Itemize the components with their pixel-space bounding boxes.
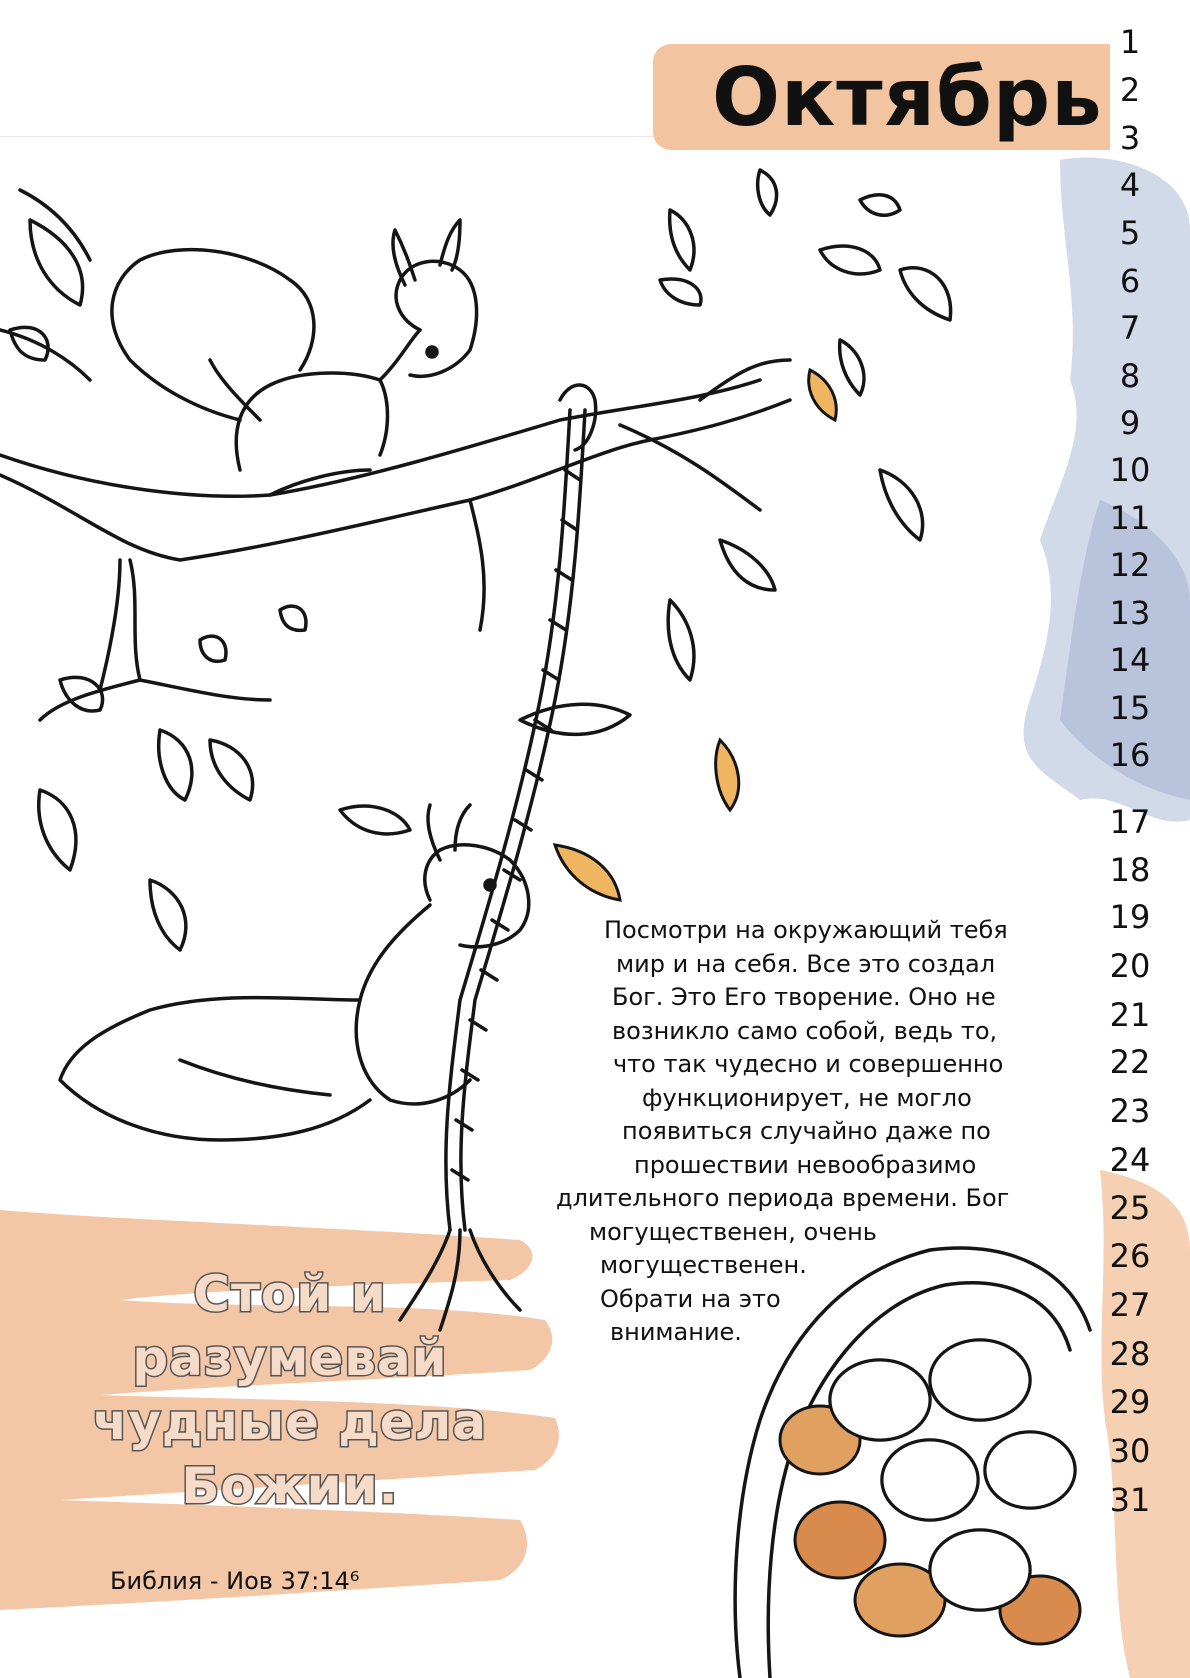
day-number: 2 bbox=[1119, 71, 1141, 109]
day-number: 21 bbox=[1109, 996, 1151, 1034]
day-number: 6 bbox=[1119, 262, 1141, 300]
day-number: 25 bbox=[1109, 1189, 1151, 1227]
day-number: 17 bbox=[1109, 803, 1151, 841]
paragraph-line: функционирует, не могло bbox=[642, 1083, 972, 1112]
month-title: Октябрь bbox=[712, 51, 1103, 144]
day-number: 26 bbox=[1109, 1237, 1151, 1275]
day-number: 22 bbox=[1109, 1043, 1151, 1081]
day-number: 10 bbox=[1109, 451, 1151, 489]
day-number: 29 bbox=[1109, 1383, 1151, 1421]
day-number: 13 bbox=[1109, 594, 1151, 632]
day-number: 19 bbox=[1109, 898, 1151, 936]
paragraph-line: Обрати на это bbox=[600, 1284, 781, 1313]
day-number: 18 bbox=[1109, 851, 1151, 889]
day-number: 23 bbox=[1109, 1092, 1151, 1130]
verse-line: Божии. bbox=[181, 1457, 399, 1515]
day-number: 7 bbox=[1119, 309, 1141, 347]
paragraph-line: прошествии невообразимо bbox=[634, 1150, 977, 1179]
paragraph-line: появиться случайно даже по bbox=[622, 1117, 991, 1145]
day-number: 4 bbox=[1119, 166, 1141, 204]
day-number: 20 bbox=[1109, 947, 1151, 985]
verse-line: разумевай bbox=[132, 1329, 448, 1387]
day-number: 15 bbox=[1109, 689, 1151, 727]
day-number: 24 bbox=[1109, 1141, 1151, 1179]
day-number: 5 bbox=[1119, 214, 1141, 252]
verse-line: Стой и bbox=[193, 1265, 387, 1323]
day-number: 11 bbox=[1109, 499, 1151, 537]
bible-verse bbox=[40, 1262, 540, 1518]
day-number: 8 bbox=[1119, 357, 1141, 395]
paragraph-line: возникло само собой, ведь то, bbox=[612, 1016, 998, 1045]
day-number: 14 bbox=[1109, 641, 1151, 679]
day-number: 27 bbox=[1109, 1286, 1151, 1324]
day-number: 9 bbox=[1119, 404, 1141, 442]
paragraph-line: внимание. bbox=[610, 1318, 742, 1346]
paragraph-line: могущественен, очень bbox=[589, 1217, 877, 1246]
verse-line: чудные дела bbox=[92, 1393, 488, 1451]
day-number: 28 bbox=[1109, 1335, 1151, 1373]
paragraph-line: длительного периода времени. Бог bbox=[556, 1184, 1010, 1212]
day-number: 1 bbox=[1119, 23, 1141, 61]
paragraph-line: Бог. Это Его творение. Оно не bbox=[612, 983, 996, 1011]
day-number: 16 bbox=[1109, 736, 1151, 774]
paragraph-line: могущественен. bbox=[600, 1251, 807, 1279]
paragraph-line: Посмотри на окружающий тебя bbox=[604, 916, 1008, 944]
day-number: 31 bbox=[1109, 1481, 1151, 1519]
paragraph-line: мир и на себя. Все это создал bbox=[616, 949, 996, 978]
devotional-text bbox=[556, 914, 1066, 1350]
day-number: 3 bbox=[1119, 119, 1141, 157]
verse-reference: Библия - Иов 37:14⁶ bbox=[110, 1567, 360, 1595]
paragraph-line: что так чудесно и совершенно bbox=[613, 1050, 1004, 1078]
day-number: 30 bbox=[1109, 1432, 1151, 1470]
day-number: 12 bbox=[1109, 546, 1151, 584]
